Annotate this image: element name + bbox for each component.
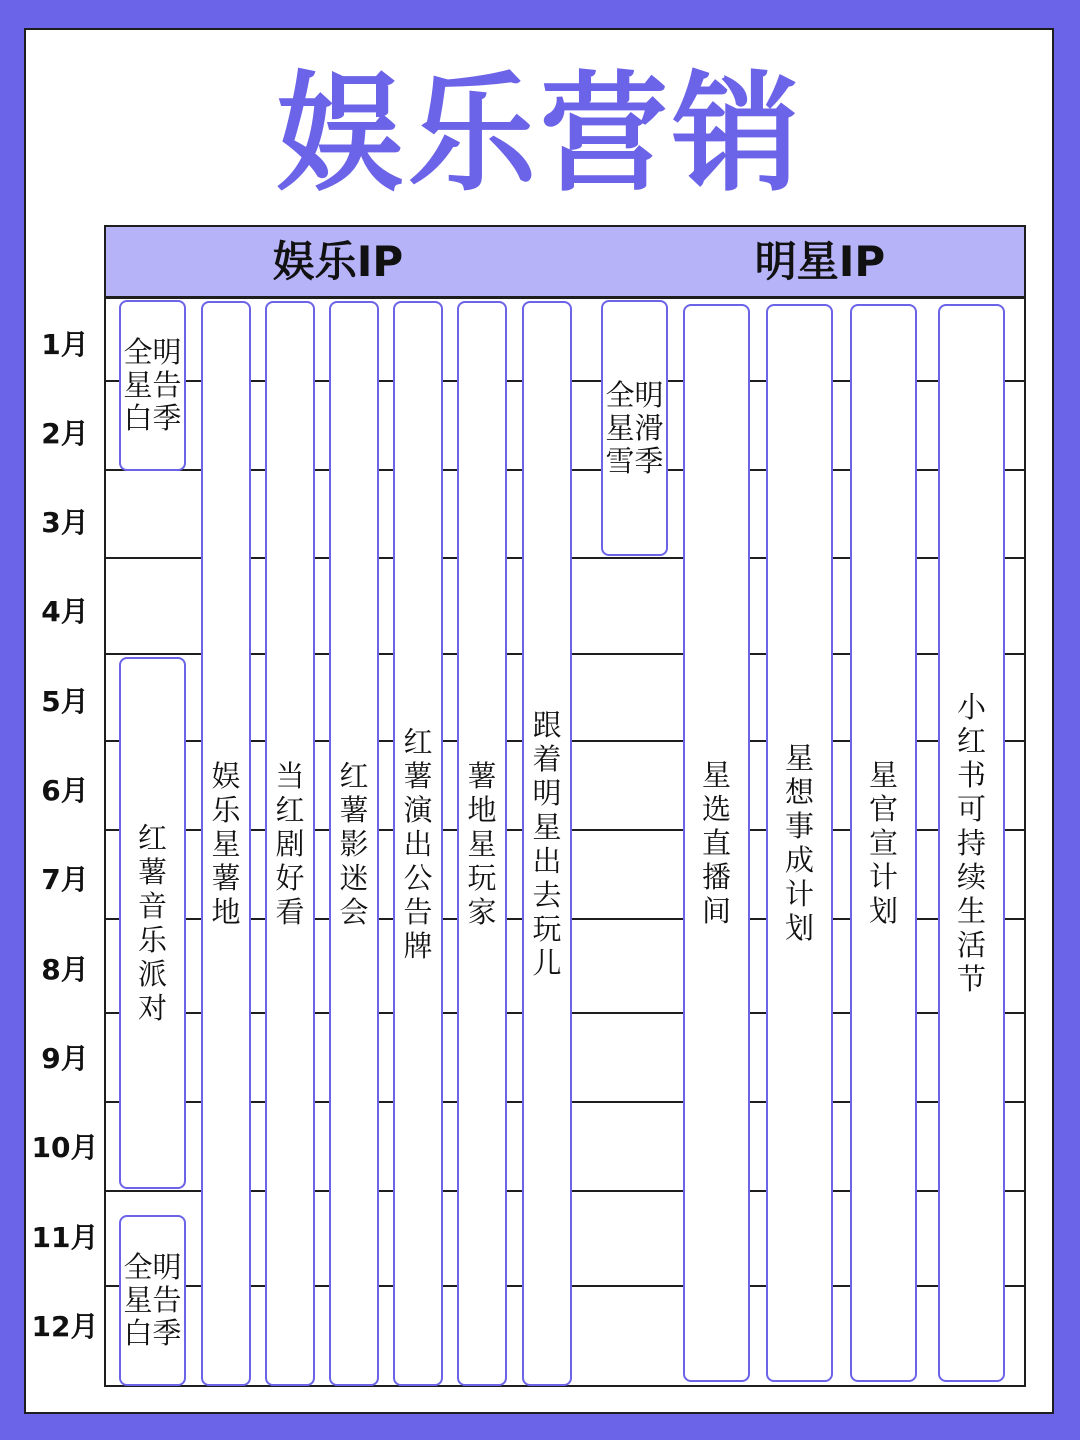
event-bar-travel-with-stars[interactable] (522, 301, 572, 1386)
event-bar-film-fans-meet[interactable] (329, 301, 379, 1386)
event-bar-label: 红薯演出公告牌 (403, 724, 433, 963)
month-label: 1月 (41, 328, 89, 361)
event-bar-redshu-music-party[interactable] (119, 657, 186, 1189)
event-bar-label: 星想事成计划 (784, 741, 814, 945)
event-bar-sustainable-life[interactable] (938, 304, 1005, 1382)
header-entertainment-ip: 娱乐IP (272, 237, 404, 286)
month-label: 6月 (41, 774, 89, 807)
event-bar-shudi-star-player[interactable] (457, 301, 507, 1386)
month-label: 12月 (31, 1310, 99, 1343)
month-label: 3月 (41, 506, 89, 539)
event-bar-label: 红薯影迷会 (339, 758, 369, 929)
event-bar-dang-hong-ju[interactable] (265, 301, 315, 1386)
event-bar-star-live[interactable] (683, 304, 750, 1382)
event-bar-allstar-notice-1[interactable] (119, 300, 186, 471)
page-title: 娱乐营销 (275, 60, 804, 209)
month-label: 4月 (41, 595, 89, 628)
event-bar-performance-board[interactable] (393, 301, 443, 1386)
event-bar-label: 薯地星玩家 (467, 758, 497, 929)
event-bar-label: 当红剧好看 (275, 758, 305, 929)
month-label: 8月 (41, 953, 89, 986)
month-label: 2月 (41, 417, 89, 450)
event-bar-label: 全明 星滑 雪季 (605, 377, 664, 478)
event-bar-allstar-ski[interactable] (601, 300, 668, 556)
event-bar-label: 星选直播间 (701, 758, 731, 928)
event-bar-star-official[interactable] (850, 304, 917, 1382)
event-bar-star-wish[interactable] (766, 304, 833, 1382)
event-bar-label: 娱乐星薯地 (211, 758, 241, 929)
event-bar-label: 红薯音乐派对 (137, 821, 167, 1025)
table-header (104, 225, 1026, 298)
month-label: 10月 (31, 1131, 99, 1164)
event-bar-label: 全明 星告 白季 (123, 335, 182, 435)
month-label: 7月 (41, 863, 89, 896)
event-bar-label: 跟着明星出去玩儿 (532, 707, 562, 980)
month-label: 5月 (41, 685, 89, 718)
event-bar-label: 星官宣计划 (868, 758, 898, 928)
event-bar-allstar-notice-2[interactable] (119, 1215, 186, 1386)
event-bar-entertainment-star-land[interactable] (201, 301, 251, 1386)
header-star-ip: 明星IP (754, 237, 886, 286)
month-label: 11月 (31, 1221, 99, 1254)
month-label: 9月 (41, 1042, 89, 1075)
event-bar-label: 小红书可持续生活节 (956, 690, 986, 996)
event-bar-label: 全明 星告 白季 (123, 1250, 182, 1350)
